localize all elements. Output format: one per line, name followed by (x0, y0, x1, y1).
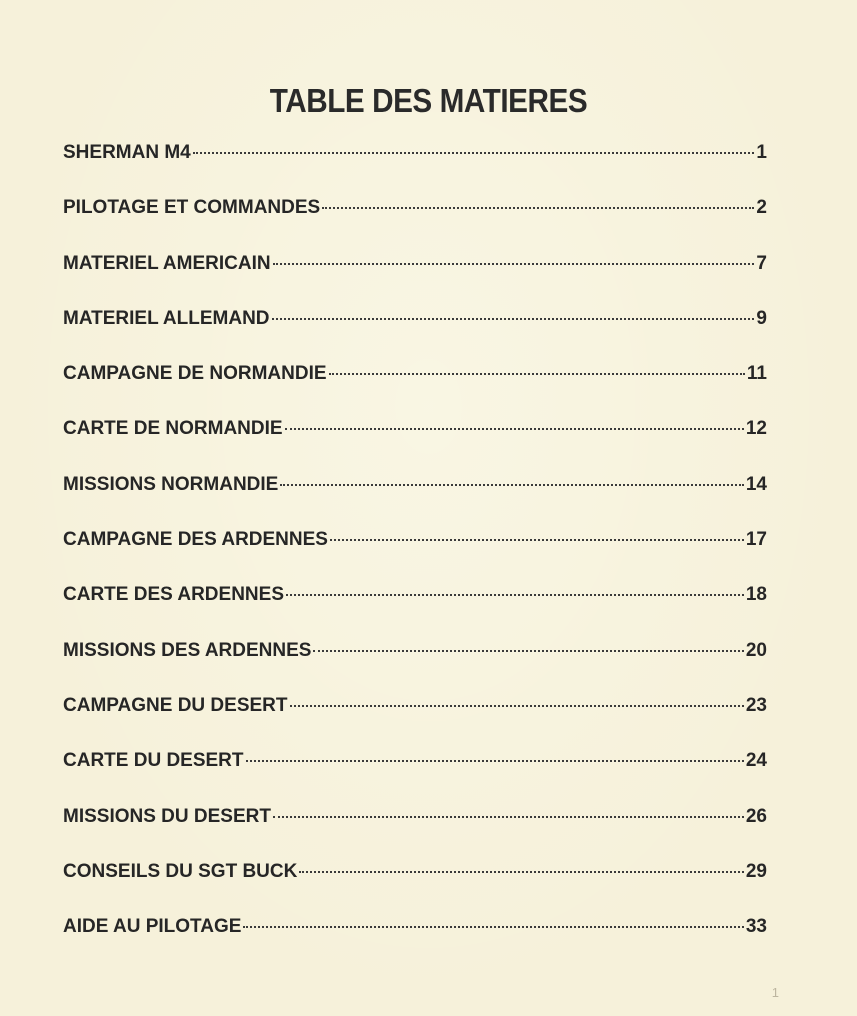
dot-leader (285, 427, 744, 430)
dot-leader (299, 870, 744, 873)
toc-entry-page: 14 (745, 473, 767, 495)
toc-entry-page: 1 (756, 142, 767, 163)
dot-leader (272, 317, 755, 320)
dot-leader (273, 815, 744, 818)
dot-leader (290, 704, 744, 707)
table-of-contents (63, 142, 767, 971)
toc-entry (63, 640, 767, 695)
toc-entry (63, 916, 767, 971)
dot-leader (329, 372, 745, 375)
toc-entry-page: 17 (745, 529, 767, 551)
toc-entry-label: CAMPAGNE DES ARDENNES (63, 529, 328, 551)
dot-leader (286, 593, 744, 596)
toc-entry-page: 24 (745, 750, 767, 772)
toc-entry-label: AIDE AU PILOTAGE (63, 916, 242, 938)
toc-entry (63, 142, 767, 197)
toc-entry-page: 11 (746, 363, 767, 385)
toc-entry-page: 26 (745, 805, 767, 827)
toc-entry-page: 7 (756, 252, 767, 274)
toc-entry (63, 695, 767, 750)
toc-entry-label: CAMPAGNE DU DESERT (63, 694, 288, 716)
toc-entry-label: CARTE DES ARDENNES (63, 584, 284, 606)
toc-entry-page: 18 (745, 584, 767, 606)
toc-entry (63, 584, 767, 639)
dot-leader (246, 759, 744, 762)
toc-entry-label: MISSIONS NORMANDIE (63, 473, 279, 495)
toc-entry (63, 197, 767, 252)
toc-entry-page: 23 (745, 694, 767, 716)
toc-entry (63, 253, 767, 308)
toc-entry-page: 12 (745, 418, 767, 440)
toc-entry (63, 418, 767, 473)
toc-entry-page: 9 (756, 307, 767, 329)
toc-entry (63, 750, 767, 805)
dot-leader (280, 483, 744, 486)
page-title: TABLE DES MATIERES (269, 82, 588, 120)
dot-leader (193, 151, 755, 154)
toc-entry (63, 861, 767, 916)
dot-leader (243, 925, 743, 928)
toc-entry-label: MATERIEL AMERICAIN (63, 252, 271, 274)
toc-entry-label: CARTE DU DESERT (63, 750, 244, 772)
toc-entry (63, 308, 767, 363)
toc-entry-label: CARTE DE NORMANDIE (63, 418, 283, 440)
toc-entry (63, 363, 767, 418)
toc-entry-label: PILOTAGE ET COMMANDES (63, 197, 321, 219)
toc-entry-page: 33 (745, 916, 767, 938)
dot-leader (313, 649, 743, 652)
dot-leader (330, 538, 744, 541)
toc-entry-label: CAMPAGNE DE NORMANDIE (63, 363, 327, 385)
toc-entry-label: SHERMAN M4 (63, 142, 191, 163)
toc-entry (63, 474, 767, 529)
toc-entry (63, 806, 767, 861)
dot-leader (273, 262, 755, 265)
toc-entry-label: MISSIONS DES ARDENNES (63, 639, 312, 661)
toc-entry-label: CONSEILS DU SGT BUCK (63, 860, 298, 882)
dot-leader (322, 206, 754, 209)
page-number: 1 (771, 985, 779, 1000)
toc-entry-label: MATERIEL ALLEMAND (63, 307, 270, 329)
toc-entry-label: MISSIONS DU DESERT (63, 805, 271, 827)
toc-entry-page: 2 (756, 197, 767, 219)
toc-entry (63, 529, 767, 584)
toc-entry-page: 20 (745, 639, 767, 661)
toc-entry-page: 29 (745, 860, 767, 882)
